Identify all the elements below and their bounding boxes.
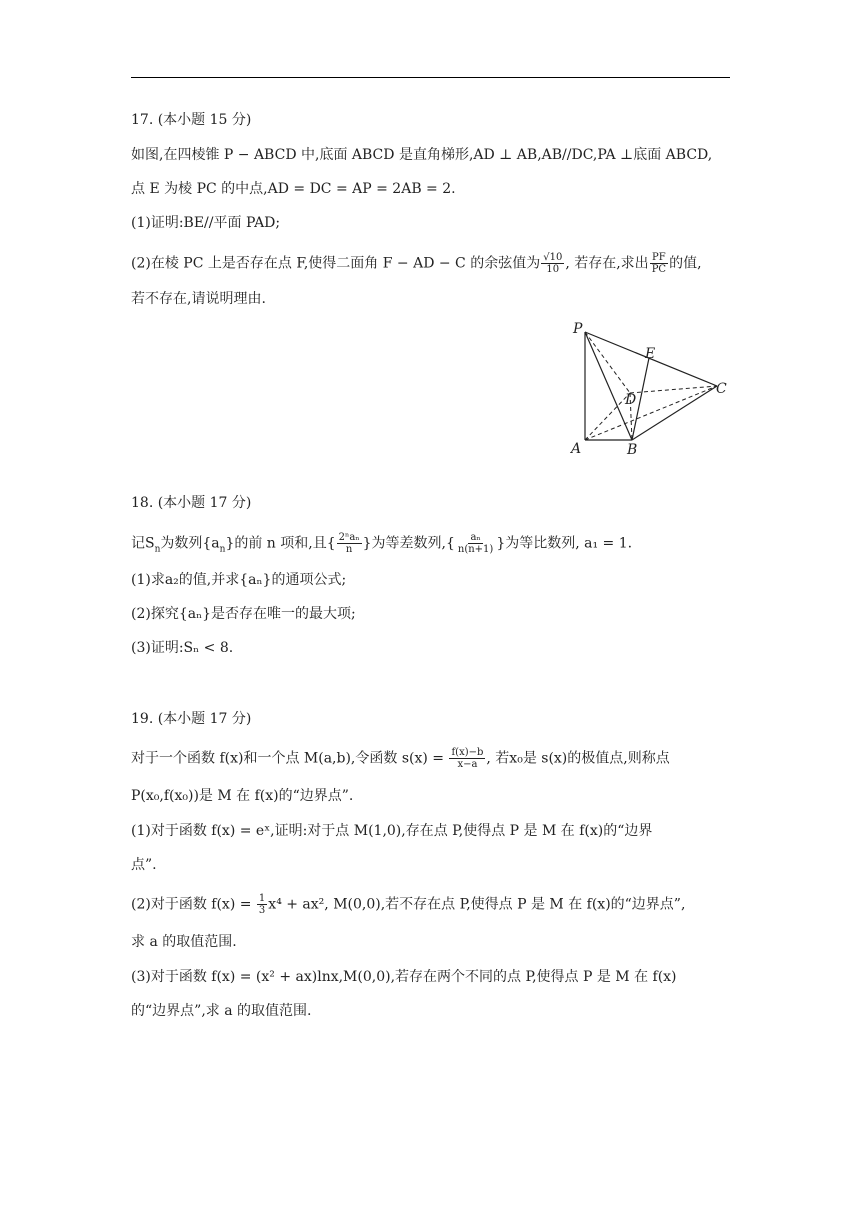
q18-part1: (1)求a₂的值,并求{aₙ}的通项公式;	[131, 572, 347, 588]
edge-ad	[585, 393, 630, 440]
q18-part2: (2)探究{aₙ}是否存在唯一的最大项;	[131, 606, 356, 622]
label-c: C	[716, 381, 727, 397]
ratio-fraction: $\frac{PF}{PC}$	[651, 252, 667, 275]
q17-header: 17. (本小题 15 分)	[131, 112, 252, 128]
q18-part3: (3)证明:Sₙ < 8.	[131, 640, 234, 656]
arith-fraction: $\frac{\text{2ⁿaₙ}}{n}$	[338, 532, 360, 555]
edge-bc	[632, 386, 717, 440]
q19-part1-line2: 点”.	[131, 857, 157, 873]
q17-stem-line2: 点 E 为棱 PC 的中点,AD = DC = AP = 2AB = 2.	[131, 181, 456, 197]
q19-part2-line2: 求 a 的取值范围.	[131, 934, 237, 950]
q18-stem: 记$S_n$为数列$\{a_n\}$的前 n 项和,且{ $\frac{\text{2ⁿaₙ}}{n}$ }为等差数列,{ $\frac{\text{aₙ}}{n(n+1)}$ }为等比数列, a₁ = 1.	[131, 532, 633, 555]
header-rule	[131, 77, 730, 78]
q19-stem-line1: 对于一个函数 f(x)和一个点 M(a,b),令函数 s(x) = $\frac{f(x)-b}{x-a}$ , 若x₀是 s(x)的极值点,则称点	[131, 747, 670, 770]
q17-stem-line1: 如图,在四棱锥 P − ABCD 中,底面 ABCD 是直角梯形,AD ⊥ AB,AB//DC,PA ⊥底面 ABCD,	[131, 147, 713, 163]
cosine-fraction: $\frac{√10}{10}$	[543, 252, 563, 275]
label-e: E	[645, 346, 656, 362]
edge-ac	[585, 386, 717, 440]
q18-header: 18. (本小题 17 分)	[131, 495, 252, 511]
q17-part2-cont: 若不存在,请说明理由.	[131, 291, 266, 307]
one-third-fraction: $\frac{1}{3}$	[258, 893, 266, 916]
q19-header: 19. (本小题 17 分)	[131, 711, 252, 727]
pyramid-figure	[565, 318, 735, 458]
q19-part1-line1: (1)对于函数 f(x) = eˣ,证明:对于点 M(1,0),存在点 P,使得点 P 是 M 在 f(x)的“边界	[131, 823, 653, 839]
q19-part3-line1: (3)对于函数 f(x) = (x² + ax)lnx,M(0,0),若存在两个不同的点 P,使得点 P 是 M 在 f(x)	[131, 969, 677, 985]
q17-part2: (2)在棱 PC 上是否存在点 F,使得二面角 F − AD − C 的余弦值为 $\frac{√10}{10}$ , 若存在,求出 $\frac{PF}{PC}$ 的值,	[131, 252, 702, 275]
q19-part3-line2: 的“边界点”,求 a 的取值范围.	[131, 1003, 312, 1019]
label-p: P	[573, 321, 583, 337]
geom-fraction: $\frac{\text{aₙ}}{n(n+1)}$	[457, 532, 494, 555]
s-fraction: $\frac{f(x)-b}{x-a}$	[451, 747, 484, 770]
label-a: A	[571, 441, 582, 457]
label-b: B	[627, 442, 638, 458]
q19-part2-line1: (2)对于函数 f(x) = $\frac{1}{3}$ x⁴ + ax², M(0,0),若不存在点 P,使得点 P 是 M 在 f(x)的“边界点”,	[131, 893, 686, 916]
q19-stem-line2: P(x₀,f(x₀))是 M 在 f(x)的“边界点”.	[131, 788, 354, 804]
label-d: D	[625, 392, 637, 408]
q17-part1: (1)证明:BE//平面 PAD;	[131, 215, 281, 231]
